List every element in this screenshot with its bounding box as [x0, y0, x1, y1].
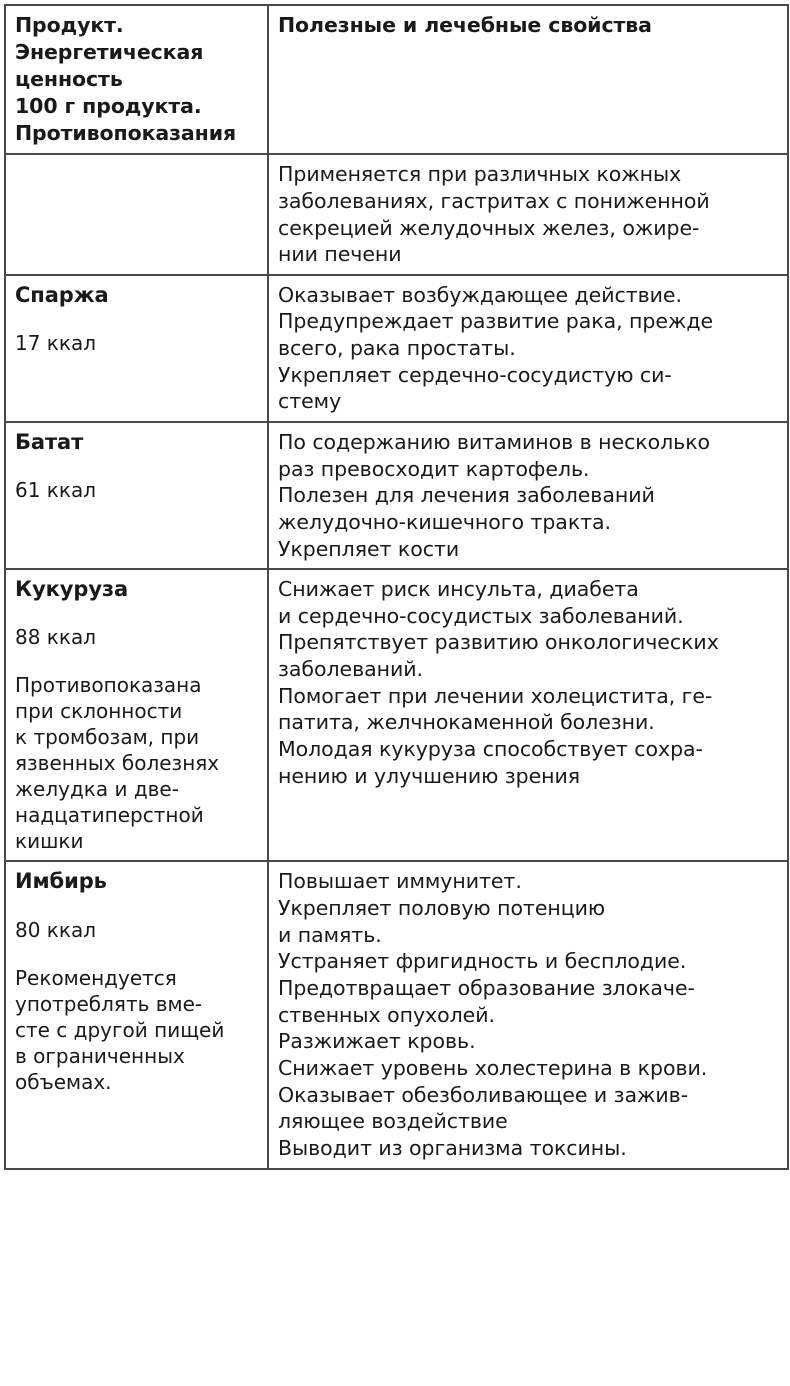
property-line: нению и улучшению зрения	[278, 763, 581, 788]
header-product-line-4: 100 г продукта.	[15, 94, 202, 119]
properties-cell	[268, 275, 788, 422]
property-line: нии печени	[278, 242, 402, 267]
contraindication-line: Рекомендуется	[15, 965, 177, 990]
table-row	[5, 275, 788, 422]
property-line: Укрепляет сердечно-сосудистую си-	[278, 362, 672, 387]
property-line: Повышает иммунитет.	[278, 869, 522, 894]
header-cell-product	[5, 5, 268, 154]
header-product-line-3: ценность	[15, 67, 123, 92]
property-line: секрецией желудочных желез, ожире-	[278, 215, 700, 240]
property-line: Оказывает обезболивающее и зажив-	[278, 1082, 689, 1107]
product-cell	[5, 422, 268, 569]
contraindication-line: Противопоказана	[15, 673, 202, 698]
product-cell	[5, 861, 268, 1168]
property-line: Молодая кукуруза способствует сохра-	[278, 737, 703, 762]
table-row	[5, 861, 788, 1168]
property-line: Предупреждает развитие рака, прежде	[278, 309, 714, 334]
properties-cell	[268, 154, 788, 275]
product-energy-value: 61 ккал	[15, 478, 97, 503]
product-name: Батат	[15, 430, 84, 454]
property-line: Укрепляет половую потенцию	[278, 896, 606, 921]
header-product-line-5: Противопоказания	[15, 121, 237, 146]
table-row	[5, 422, 788, 569]
property-line: раз превосходит картофель.	[278, 456, 590, 481]
contraindication-line: кишки	[15, 829, 84, 854]
nutrition-properties-table	[4, 4, 789, 1170]
contraindication-line: употреблять вме-	[15, 991, 203, 1016]
property-line: Укрепляет кости	[278, 536, 460, 561]
product-name: Кукуруза	[15, 577, 129, 602]
property-line: Предотвращает образование злокаче-	[278, 976, 695, 1001]
contraindication-line: желудка и две-	[15, 777, 179, 802]
property-line: заболеваниях, гастритах с пониженной	[278, 188, 710, 213]
property-line: Препятствует развитию онкологических	[278, 630, 719, 655]
property-line: заболеваний.	[278, 657, 423, 682]
table-header-row	[5, 5, 788, 154]
property-line: Оказывает возбуждающее действие.	[278, 282, 682, 307]
header-properties-title: Полезные и лечебные свойства	[278, 13, 652, 37]
contraindication-line: объемах.	[15, 1069, 112, 1094]
contraindication-line: язвенных болезнях	[15, 751, 220, 776]
properties-cell	[268, 422, 788, 569]
product-energy-value: 80 ккал	[15, 917, 97, 942]
property-line: Помогает при лечении холецистита, ге-	[278, 683, 713, 708]
product-contraindications	[15, 672, 259, 854]
properties-cell	[268, 861, 788, 1168]
property-line: и память.	[278, 922, 382, 947]
property-line: Устраняет фригидность и бесплодие.	[278, 949, 687, 974]
contraindication-line: при склонности	[15, 699, 183, 724]
property-line: желудочно-кишечного тракта.	[278, 509, 612, 534]
table-row	[5, 154, 788, 275]
contraindication-line: надцатиперстной	[15, 803, 204, 828]
product-cell	[5, 275, 268, 422]
property-line: Выводит из организма токсины.	[278, 1135, 627, 1160]
header-cell-properties	[268, 5, 788, 154]
property-line: и сердечно-сосудистых заболеваний.	[278, 603, 684, 628]
property-line: всего, рака простаты.	[278, 336, 516, 361]
property-line: ственных опухолей.	[278, 1002, 495, 1027]
contraindication-line: сте с другой пищей	[15, 1017, 225, 1042]
product-contraindications	[15, 965, 259, 1095]
product-energy-value: 17 ккал	[15, 331, 97, 356]
product-cell	[5, 569, 268, 861]
property-line: Разжижает кровь.	[278, 1029, 476, 1054]
property-line: патита, желчнокаменной болезни.	[278, 710, 655, 735]
product-energy-value: 88 ккал	[15, 625, 97, 650]
table-row	[5, 569, 788, 861]
contraindication-line: в ограниченных	[15, 1043, 185, 1068]
product-name: Спаржа	[15, 282, 109, 307]
property-line: Снижает уровень холестерина в крови.	[278, 1055, 708, 1080]
contraindication-line: к тромбозам, при	[15, 725, 200, 750]
property-line: Применяется при различных кожных	[278, 162, 682, 187]
property-line: ляющее воздействие	[278, 1109, 508, 1134]
product-name: Имбирь	[15, 869, 107, 894]
header-product-line-1: Продукт.	[15, 13, 124, 37]
table-body	[5, 5, 788, 1169]
header-product-line-2: Энергетическая	[15, 40, 204, 65]
product-cell	[5, 154, 268, 275]
properties-cell	[268, 569, 788, 861]
property-line: стему	[278, 389, 342, 414]
property-line: Полезен для лечения заболеваний	[278, 483, 655, 508]
property-line: По содержанию витаминов в несколько	[278, 430, 711, 454]
property-line: Снижает риск инсульта, диабета	[278, 577, 639, 602]
